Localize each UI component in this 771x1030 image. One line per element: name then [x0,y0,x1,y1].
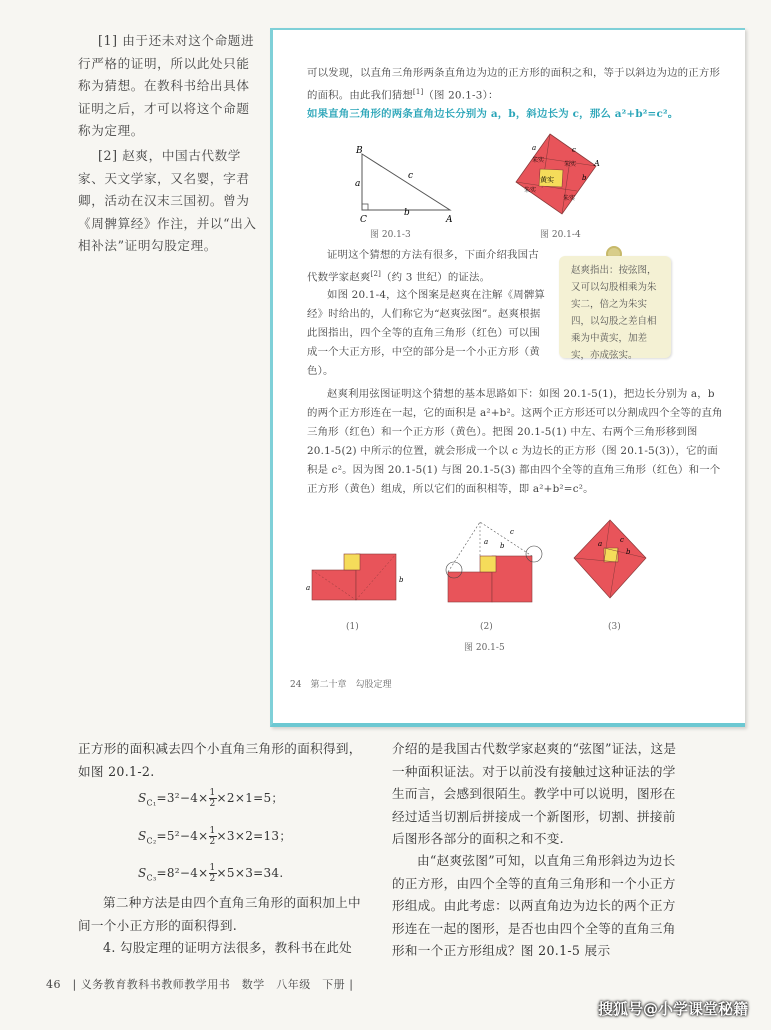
para-4: 赵爽利用弦图证明这个猜想的基本思路如下：如图 20.1-5(1)，把边长分别为 a，b 的两个正方形连在一起，它的面积是 a²+b²。这两个正方形还可以分割成四个全等的直角三角形（红色）和一个正方形（黄色）。把图 20.1-5(1) 中左、右两个三角形移到图 20.1-5(2) 中所示的位置，就会形成一个以 c 为边长的正方形（图 20.1-5(3)），它的面积是 c²。因为图 20.1-5(1) 与图 20.1-5(3) 都由四个全等的直角三角形（红色）和一个正方形（黄色）组成，所以它们的面积相等，即 a²+b²=c²。 [307,388,723,495]
note-bubble: 赵爽指出：按弦图，又可以勾股相乘为朱实二，倍之为朱实四，以勾股之差自相乘为中黄实，加差实，亦成弦实。 [559,256,671,358]
sub-caption-3: (3) [608,622,621,632]
label-b3: b [399,576,404,584]
right-triangle [362,154,450,210]
label-A: A [446,215,453,225]
label-b5: b [626,548,631,556]
sub-caption-1: (1) [346,622,359,632]
lower-left-para-b: 第二种方法是由四个直角三角形的面积加上中间一个小正方形的面积得到. [78,895,361,933]
fig-20-1-4-caption: 图 20.1-4 [540,230,581,240]
margin-note-2: [2] 赵爽，中国古代数学家、天文学家，又名婴，字君卿，活动在汉末三国初。曾为《周髀算经》作注，并以“出入相补法”证明勾股定理。 [78,147,257,254]
label-a3: a [306,584,311,592]
margin-notes [78,30,258,260]
label-c5: c [620,536,624,544]
right-angle-mark [362,204,368,210]
ref-1: [1] [412,88,424,96]
formula-1: $S_{C_1}=3^2-4\times$ $\frac{1}{2}$ ×2×1=5； [138,788,284,809]
page-footer: 46 | 义务教育教科书教师教学用书 数学 八年级 下册 | [46,978,354,991]
lower-left-para-c: 4. 勾股定理的证明方法很多，教科书在此处 [103,940,353,955]
lower-left-intro: 正方形的面积减去四个小直角三角形的面积得到，如图 20.1-2. [78,741,362,779]
para-3: 如图 20.1-4，这个图案是赵爽在注解《周髀算经》时给出的，人们称它为“赵爽弦图”。赵爽根据此图指出，四个全等的直角三角形（红色）可以围成一个大正方形，中空的部分是一个小正方形（黄色）。 [307,289,545,377]
zhu-shi-label-2: 朱实 [564,161,577,168]
label-c: c [408,171,414,181]
label-c4: c [510,528,514,536]
zhu-shi-label-3: 朱实 [563,195,576,202]
ref-2: [2] [370,270,382,278]
label-b: b [404,208,410,218]
label-c2: c [572,146,576,154]
figure-20-1-4 [500,130,610,230]
textbook-page-footer: 24 第二十章 勾股定理 [290,680,392,690]
zhu-shi-label-1: 朱实 [532,157,545,164]
figure-20-1-3 [340,140,470,240]
para-2: 证明这个猜想的方法有很多，下面介绍我国古代数学家赵爽[2]（约 3 世纪）的证法。 [307,249,539,284]
label-C: C [360,215,367,225]
formula-3: $S_{C_3}=8^2-4\times$ $\frac{1}{2}$ ×5×3=34. [138,863,284,884]
label-B: B [356,146,363,156]
sub-caption-2: (2) [480,622,493,632]
label-a5: a [598,540,603,548]
figure-20-1-5-3 [570,518,660,608]
margin-note-1: [1] 由于还未对这个命题进行严格的证明，所以此处只能称为猜想。在教科书给出具体证明之后，才可以将这个命题称为定理。 [78,33,255,139]
conjecture: 如果直角三角形的两条直角边长分别为 a，b，斜边长为 c，那么 a²+b²=c²。 [307,108,679,120]
lower-right-para-b: 由“赵爽弦图”可知，以直角三角形斜边为边长的正方形，由四个全等的直角三角形和一个小正方形组成。由此考虑：以两直角边为边长的两个正方形连在一起的图形，是否也由四个全等的直角三角形和一个正方形组成？图 20.1-5 展示 [392,853,676,959]
figure-20-1-5-1 [300,540,410,620]
zhu-shi-label-4: 朱实 [524,187,537,194]
label-A2: A [594,159,600,168]
label-b2: b [582,174,587,182]
watermark: 搜狐号@小学课堂秘籍 [598,1000,749,1018]
fig-20-1-3-caption: 图 20.1-3 [370,230,411,240]
lower-right-para-a: 介绍的是我国古代数学家赵爽的“弦图”证法，这是一种面积证法。对于以前没有接触过这种证法的学生而言，会感到很陌生。教学中可以说明，图形在经过适当切割后拼接成一个新图形，切割、拼接前后图形各部分的面积之和不变. [392,741,677,847]
figure-20-1-5-2 [440,518,550,618]
yellow-square [344,554,360,570]
formula-2: $S_{C_2}=5^2-4\times$ $\frac{1}{2}$ ×3×2=13； [138,826,292,847]
label-b4: b [500,542,505,550]
label-a: a [355,179,361,189]
huang-shi-label: 黄实 [540,176,554,184]
fig-20-1-5-caption: 图 20.1-5 [464,643,505,653]
para-1: 可以发现，以直角三角形两条直角边为边的正方形的面积之和，等于以斜边为边的正方形的面积。由此我们猜想[1]（图 20.1-3）： [307,67,721,102]
label-a2: a [532,144,537,152]
label-a4: a [484,538,489,546]
